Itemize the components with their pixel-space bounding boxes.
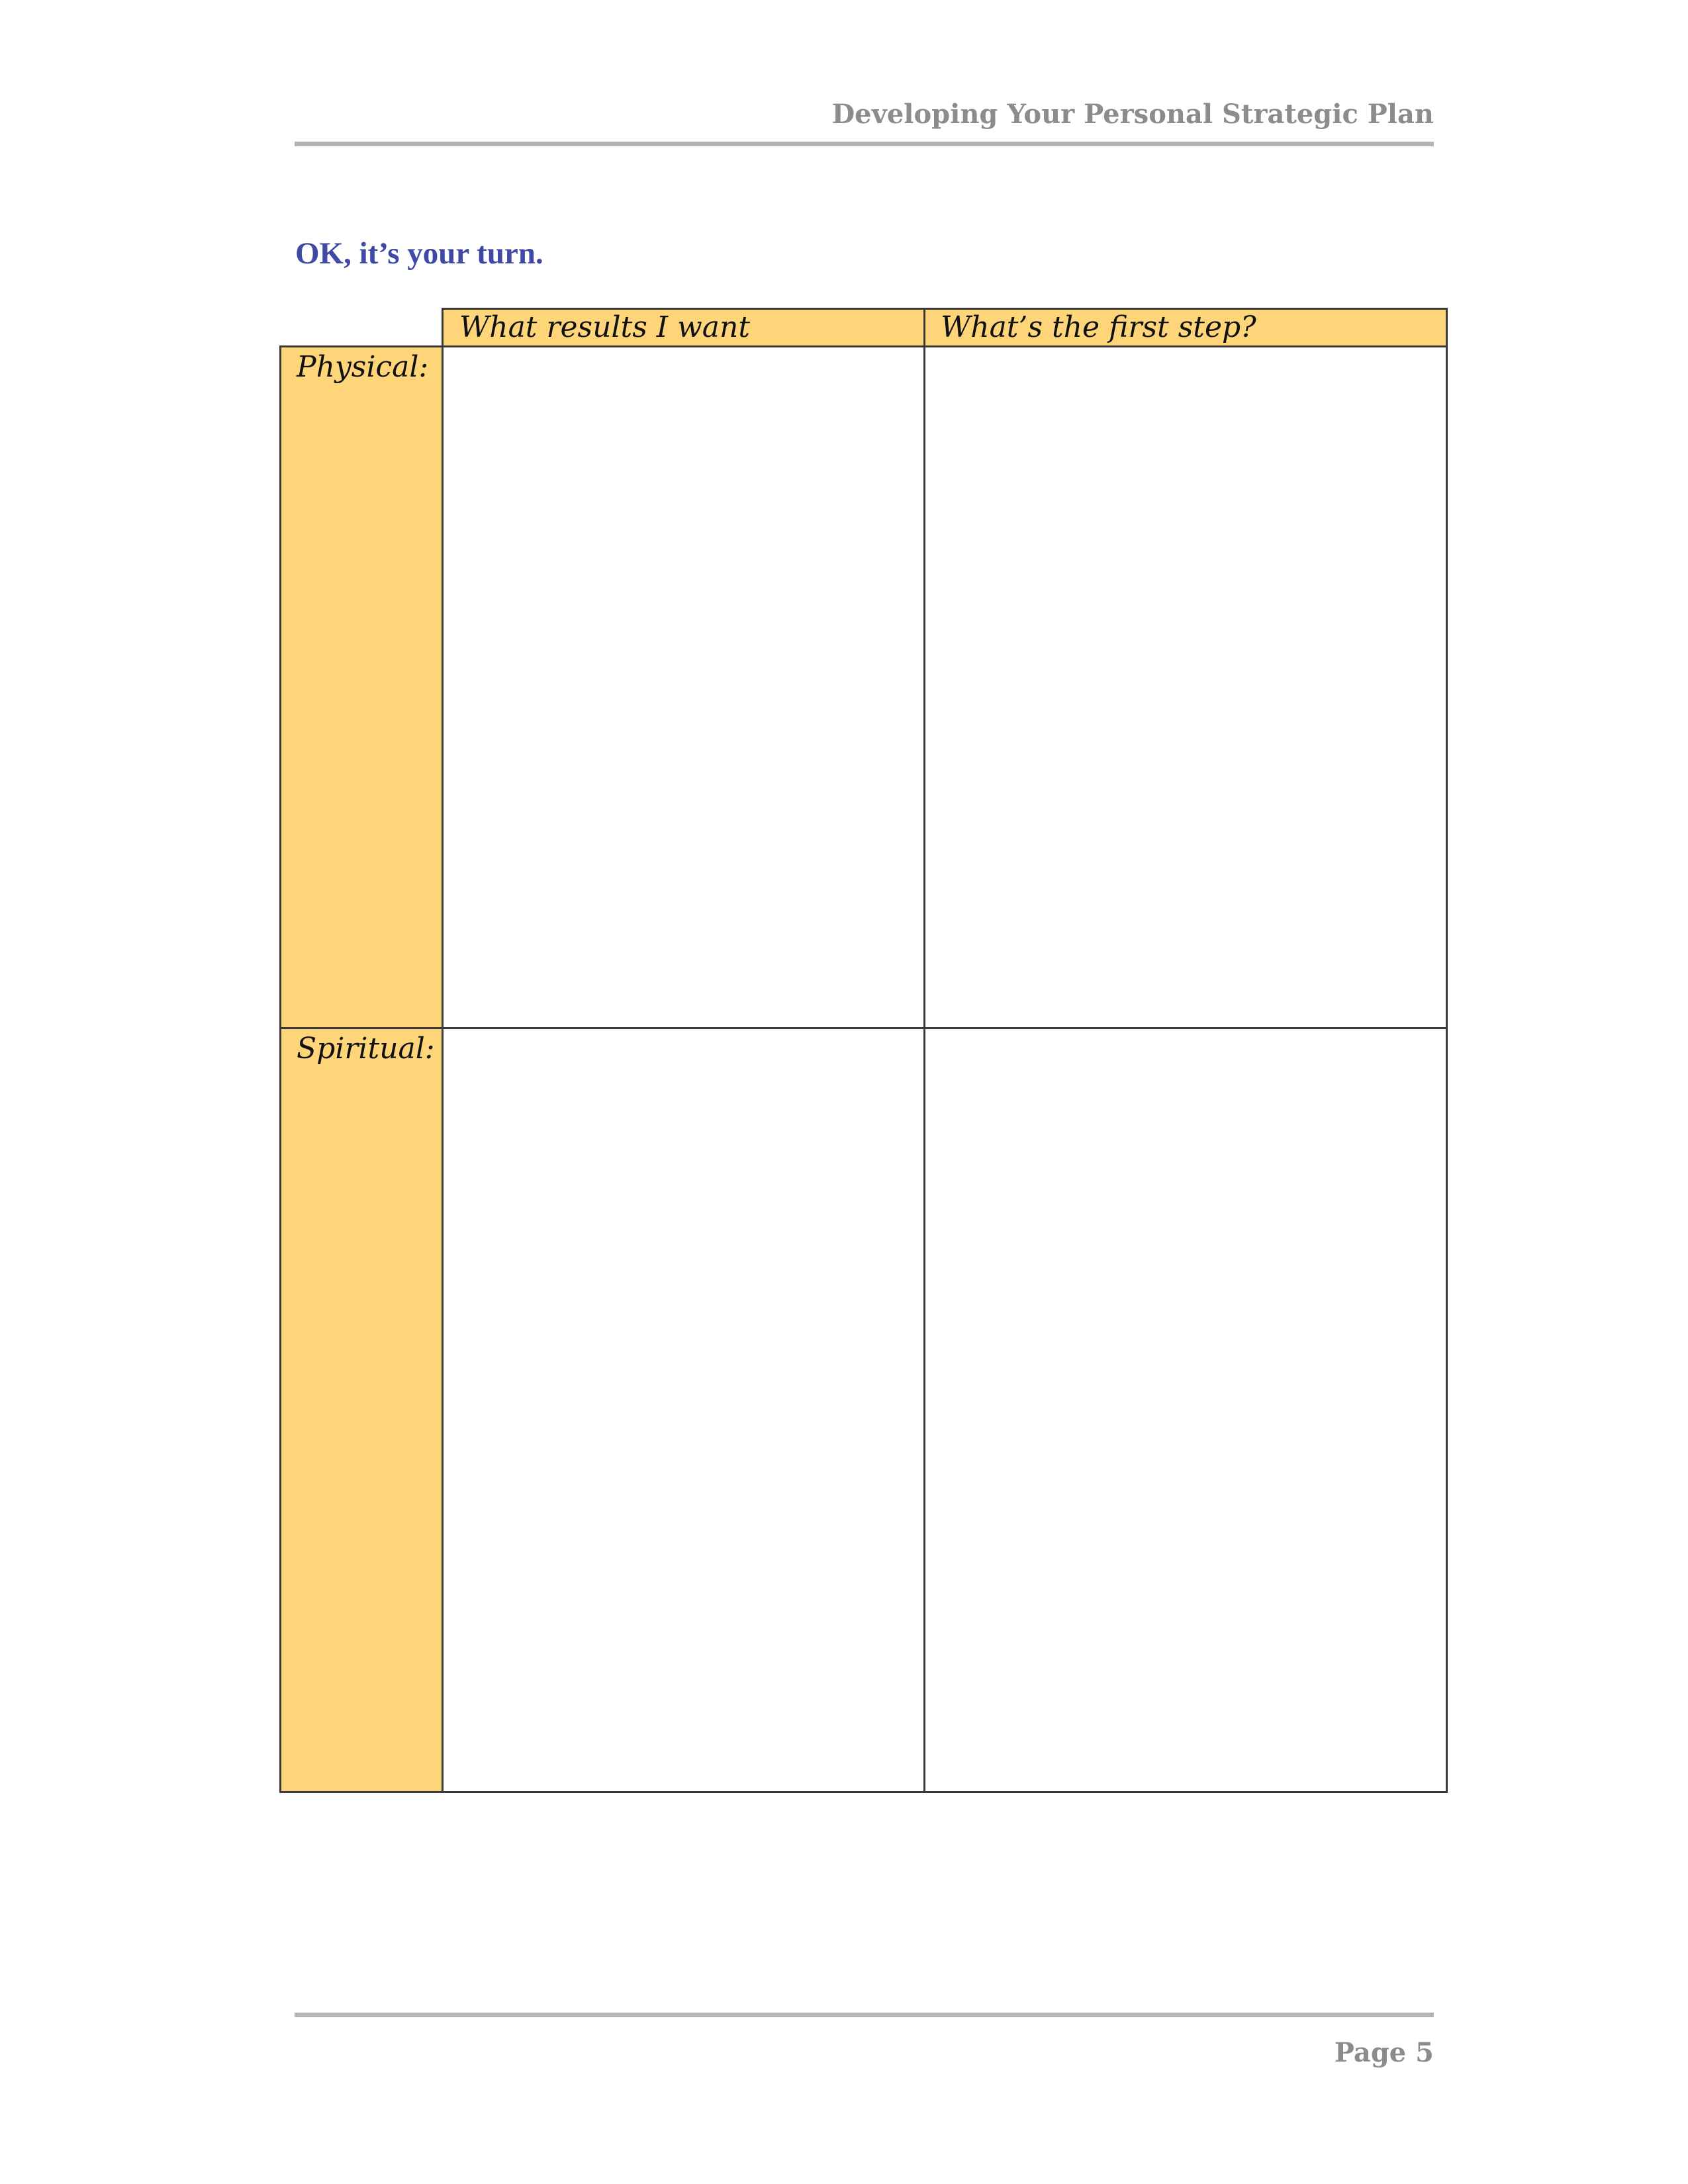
column-header-first-step [923, 308, 1448, 347]
column-header-results [442, 308, 925, 347]
footer-rule [295, 2013, 1434, 2017]
physical-first-step-cell[interactable] [923, 345, 1448, 1029]
column-header-results-label: What results I want [459, 310, 751, 344]
spiritual-first-step-cell[interactable] [923, 1027, 1448, 1793]
page-header-title: Developing Your Personal Strategic Plan [831, 99, 1434, 130]
spiritual-results-cell[interactable] [442, 1027, 925, 1793]
header-rule [295, 142, 1434, 146]
column-header-first-step-label: What’s the first step? [941, 310, 1256, 344]
row-label-spiritual-text: Spiritual: [297, 1032, 435, 1066]
page-number: Page 5 [1334, 2037, 1434, 2068]
section-heading: OK, it’s your turn. [295, 236, 543, 271]
physical-results-cell[interactable] [442, 345, 925, 1029]
row-label-physical [279, 345, 444, 1029]
row-label-spiritual [279, 1027, 444, 1793]
row-label-physical-text: Physical: [297, 350, 429, 384]
